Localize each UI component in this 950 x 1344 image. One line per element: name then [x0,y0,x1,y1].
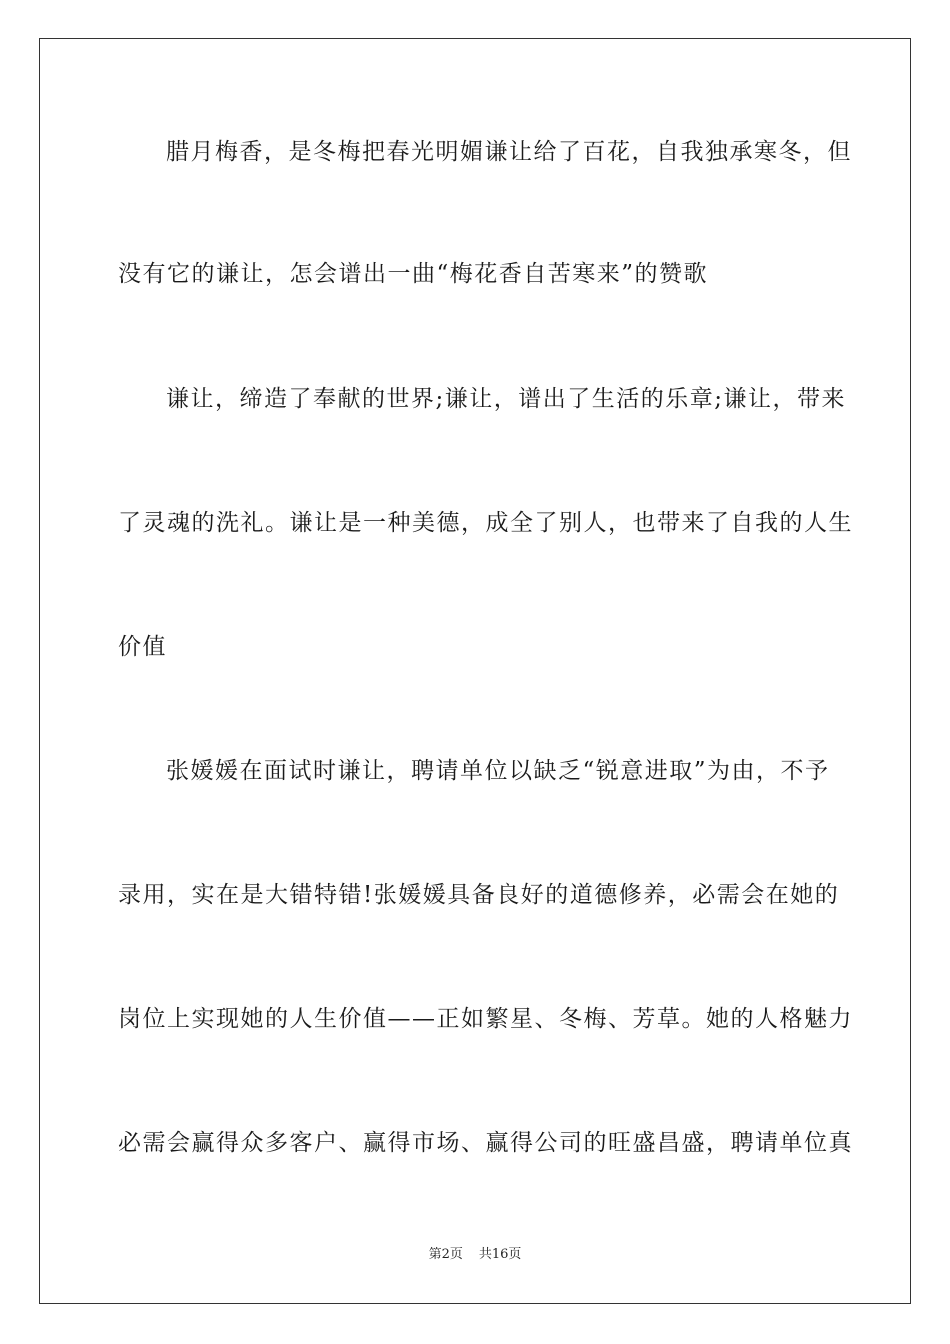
paragraph-1-line-1: 腊月梅香，是冬梅把春光明媚谦让给了百花，自我独承寒冬，但 [166,139,852,165]
paragraph-3-line-4: 必需会赢得众多客户、赢得市场、赢得公司的旺盛昌盛，聘请单位真 [118,1130,853,1156]
paragraph-2-line-3: 价值 [118,634,167,660]
page-border [39,38,911,1304]
paragraph-1-line-2: 没有它的谦让，怎会谱出一曲“梅花香自苦寒来”的赞歌 [118,261,709,287]
paragraph-2-line-2: 了灵魂的洗礼。谦让是一种美德，成全了别人，也带来了自我的人生 [118,510,853,536]
paragraph-3-line-2: 录用，实在是大错特错!张媛媛具备良好的道德修养，必需会在她的 [118,882,840,908]
paragraph-2-line-1: 谦让，缔造了奉献的世界;谦让，谱出了生活的乐章;谦让，带来 [166,386,846,412]
page-number: 第2页 [428,1247,463,1262]
page-footer [0,1246,950,1264]
paragraph-3-line-3: 岗位上实现她的人生价值——正如繁星、冬梅、芳草。她的人格魅力 [118,1006,853,1032]
paragraph-3-line-1: 张媛媛在面试时谦让，聘请单位以缺乏“锐意进取”为由，不予 [166,758,830,784]
page-total: 共16页 [478,1247,522,1262]
